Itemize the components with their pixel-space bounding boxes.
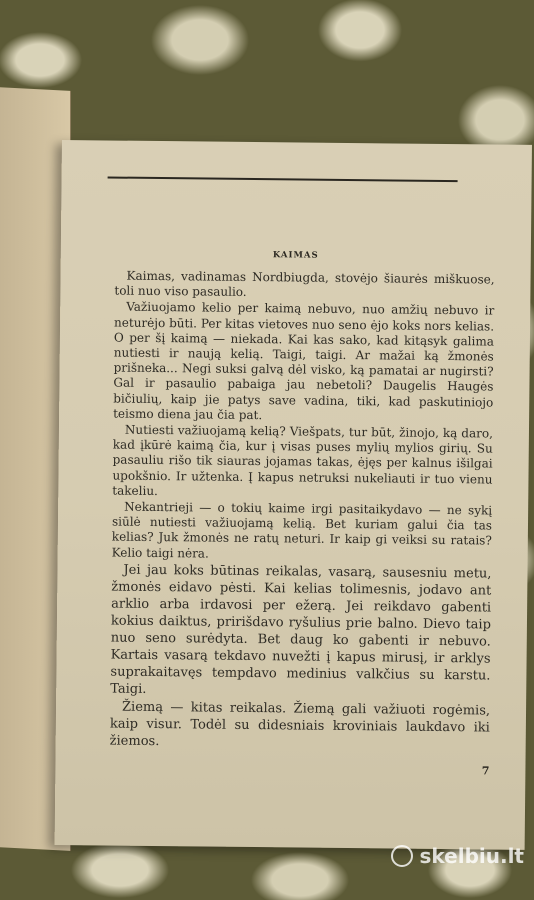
- sun-icon: [391, 845, 413, 867]
- paragraph: Nekantrieji — o tokių kaime irgi pasitaikydavo — ne sykį siūlė nutiesti važiuojamą kelią. Bet kuriam galui čia tas kelias? Juk žmonės ne ratų neturi. Ir kaip gi veiksi su ratais? Kelio taigi nėra.: [111, 499, 493, 561]
- chapter-title: KAIMAS: [272, 250, 319, 261]
- paragraph: Nutiesti važiuojamą kelią? Viešpats, tur būt, žinojo, ką daro, kad įkūrė kaimą čia, kur į visas puses mylių mylios girių. Su pasauliu rišo tik siauras jojamas takas, ėjęs per kalnus išilgai upokšnio. Ir užtenka. Į kapus netruksi nukeliauti ir tuo vienu takeliu.: [112, 422, 494, 498]
- watermark-text: skelbiu.lt: [419, 844, 524, 868]
- book-page: [55, 140, 532, 850]
- paragraph: Žiemą — kitas reikalas. Žiemą gali važiuoti rogėmis, kaip visur. Todėl su didesniais kroviniais laukdavo iki žiemos.: [109, 699, 491, 749]
- paragraph: Kaimas, vadinamas Nordbiugda, stovėjo šiaurės miškuose, toli nuo viso pasaulio.: [114, 268, 495, 300]
- watermark: [391, 844, 524, 868]
- paragraph: Jei jau koks būtinas reikalas, vasarą, sausesniu metu, žmonės eidavo pėsti. Kai kelias tolimesnis, jodavo ant arklio arba irdavosi per ežerą. Jei reikdavo gabenti kokius daiktus, pririšdavo ryšulius prie balno. Dievo taip nuo seno surėdyta. Bet daug ko gabenti ir nebuvo. Kartais vasarą tekdavo nuvežti į kapus mirusį, ir arklys suprakaitavęs tempdavo medinius valkčius su karstu. Taigi.: [110, 562, 492, 697]
- page-number: 7: [481, 764, 490, 778]
- body-text: [110, 269, 495, 755]
- header-rule: [108, 176, 458, 182]
- paragraph: Važiuojamo kelio per kaimą nebuvo, nuo amžių nebuvo ir neturėjo būti. Per kitas vietoves nuo seno ėjo koks nors kelias. O per šį kaimą — niekada. Kai kas sako, kad kitąsyk galima nutiesti ir naują kelią. Taigi, taigi. Ar mažai ką žmonės prišneka... Negi suksi galvą dėl visko, ką pamatai ar nugirsti? Gal ir pasaulio pabaiga jau nebetoli? Daugelis Haugės bičiulių, kaip jie patys save vadina, tiki, kad paskutiniojo teismo diena jau čia pat.: [113, 300, 495, 422]
